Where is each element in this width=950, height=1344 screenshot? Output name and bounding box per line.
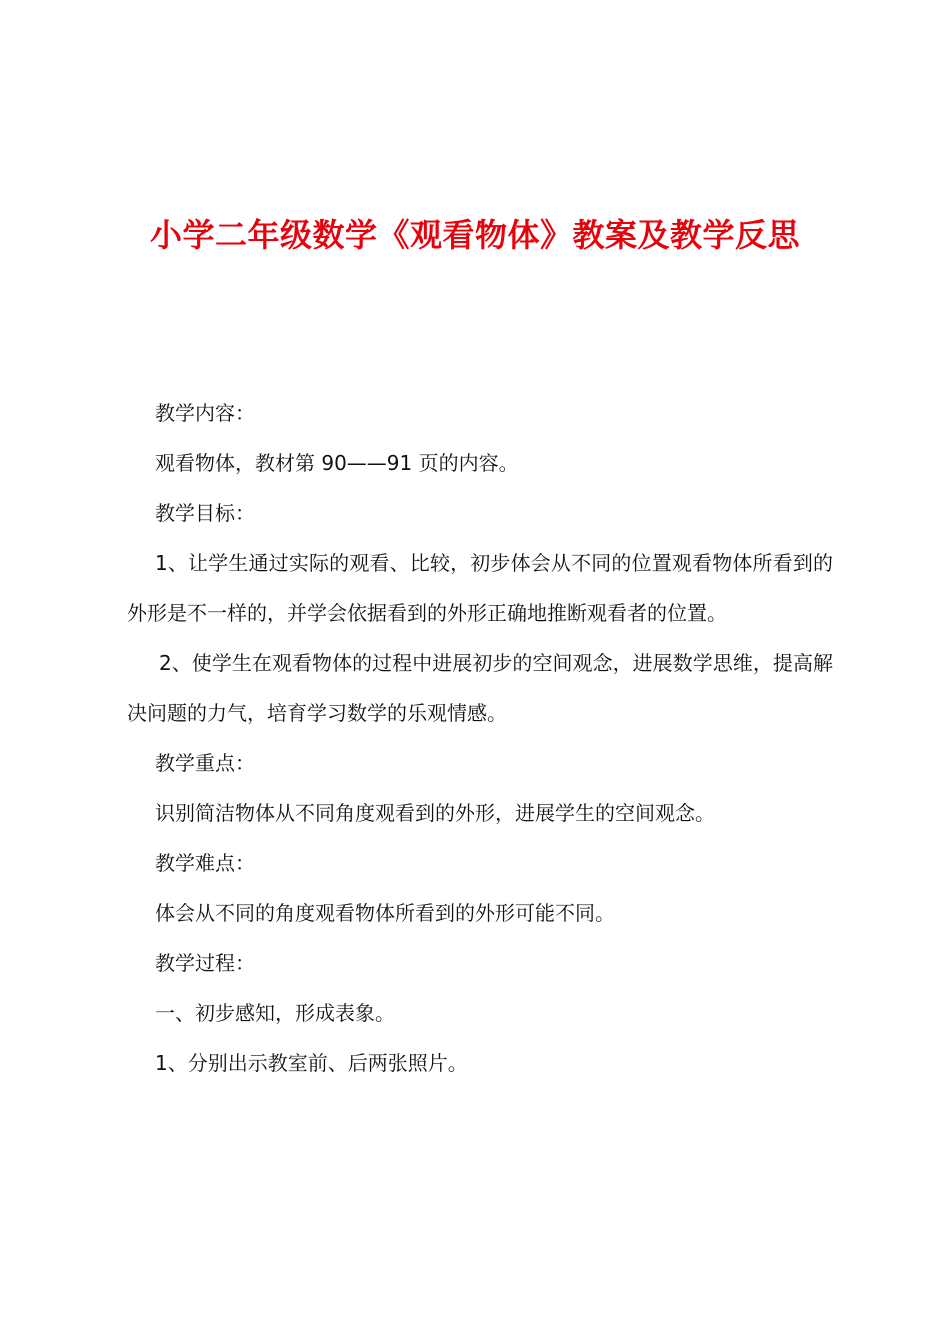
document-body [127,388,833,1088]
paragraph-difficulties-heading: 教学难点： [155,851,255,875]
paragraph-goal-1: 1、让学生通过实际的观看、比较，初步体会从不同的位置观看物体所看到的外形是不一样的，并学会依据看到的外形正确地推断观看者的位置。 [127,551,833,625]
paragraph-process-step-1: 一、初步感知，形成表象。 [155,1001,395,1025]
paragraph-key-points-heading: 教学重点： [155,751,255,775]
paragraph-difficulties: 体会从不同的角度观看物体所看到的外形可能不同。 [155,901,615,925]
paragraph-teaching-content: 观看物体，教材第 90——91 页的内容。 [155,451,519,475]
paragraph-key-points: 识别简洁物体从不同角度观看到的外形，进展学生的空间观念。 [155,801,715,825]
paragraph-process-step-1-1: 1、分别出示教室前、后两张照片。 [155,1051,468,1075]
paragraph-teaching-content-heading: 教学内容： [155,401,255,425]
paragraph-teaching-goals-heading: 教学目标： [155,501,255,525]
paragraph-process-heading: 教学过程： [155,951,255,975]
paragraph-goal-2: 2、使学生在观看物体的过程中进展初步的空间观念，进展数学思维，提高解决问题的力气，培育学习数学的乐观情感。 [127,651,833,725]
document-title: 小学二年级数学《观看物体》教案及教学反思 [149,216,800,254]
